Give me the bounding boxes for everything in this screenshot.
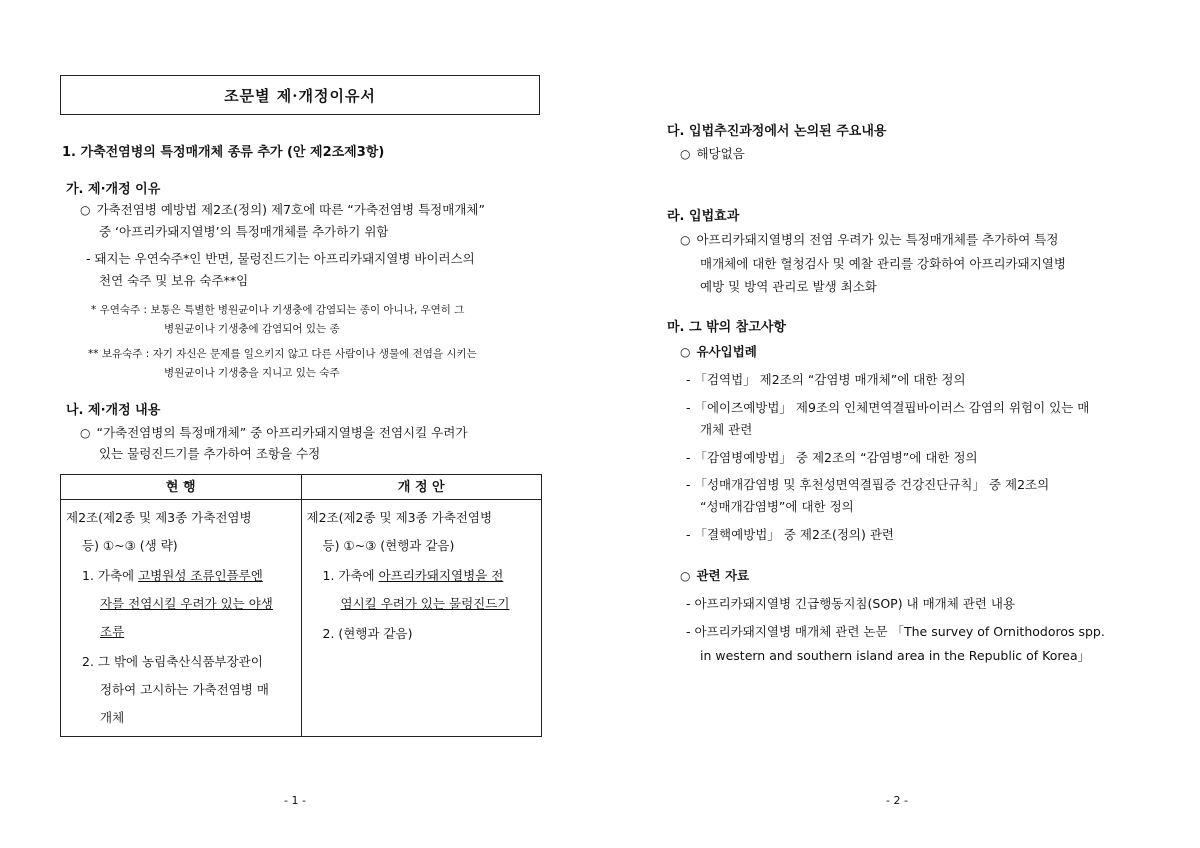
circle-bullet-icon: ○ — [680, 233, 691, 247]
note-2-label: ** 보유숙주 : — [88, 348, 150, 360]
ga-dash-line2: 천연 숙주 및 보유 숙주**임 — [99, 273, 249, 288]
current-line: 조류 — [100, 624, 125, 639]
document-title: 조문별 제·개정이유서 — [224, 86, 376, 105]
na-bullet — [80, 422, 467, 444]
current-item-1-prefix: 1. 가축에 — [82, 568, 139, 583]
ga-bullet-line1: 가축전염병 예방법 제2조(정의) 제7호에 따른 “가축전염병 특정매개체” — [96, 202, 485, 217]
ra-heading: 라. 입법효과 — [667, 209, 740, 224]
revised-cell — [301, 500, 542, 737]
list-item: - 아프리카돼지열병 긴급행동지침(SOP) 내 매개체 관련 내용 — [686, 596, 1016, 611]
note-2 — [88, 344, 477, 364]
circle-bullet-icon: ○ — [680, 569, 691, 583]
col-current-header: 현 행 — [61, 475, 302, 500]
revised-item-1-prefix: 1. 가축에 — [322, 568, 379, 583]
similar-heading: 유사입법례 — [696, 344, 757, 359]
note-2-line1: 자기 자신은 문제를 일으키지 않고 다른 사람이나 생물에 전염을 시키는 — [152, 348, 477, 360]
list-item: - 아프리카돼지열병 매개체 관련 논문 「The survey of Ornithodoros spp. — [686, 624, 1105, 639]
page-number-2: - 2 - — [886, 794, 908, 807]
ma-heading: 마. 그 밖의 참고사항 — [667, 320, 786, 335]
current-line: 등) ①~③ (생 략) — [82, 538, 178, 553]
list-item: “성매개감염병”에 대한 정의 — [700, 499, 854, 514]
list-item: 개체 관련 — [700, 422, 753, 437]
da-bullet-text: 해당없음 — [696, 146, 745, 161]
note-2-line2: 병원균이나 기생충을 지니고 있는 숙주 — [164, 367, 340, 379]
list-item: - 「감염병예방법」 중 제2조의 “감염병”에 대한 정의 — [686, 450, 978, 465]
na-bullet-line1: “가축전염병의 특정매개체” 중 아프리카돼지열병을 전염시킬 우려가 — [96, 425, 468, 440]
note-1 — [91, 300, 464, 320]
circle-bullet-icon: ○ — [80, 203, 91, 217]
related-heading: 관련 자료 — [696, 568, 750, 583]
revised-item-1-underlined: 아프리카돼지열병을 전 — [378, 568, 504, 583]
table-header-row — [61, 475, 542, 500]
circle-bullet-icon: ○ — [80, 426, 91, 440]
current-line: 정하여 고시하는 가축전염병 매 — [100, 682, 269, 697]
current-item-1 — [66, 562, 296, 590]
current-cell — [61, 500, 302, 737]
similar-heading-row — [680, 341, 757, 363]
revised-item-1 — [307, 562, 537, 590]
note-1-line1: 보통은 특별한 병원균이나 기생충에 감염되는 종이 아니나, 우연히 그 — [150, 304, 465, 316]
list-item: in western and southern island area in the Republic of Korea」 — [700, 648, 1091, 663]
ga-dash-line1: - 돼지는 우연숙주*인 반면, 물렁진드기는 아프리카돼지열병 바이러스의 — [86, 251, 475, 266]
circle-bullet-icon: ○ — [680, 345, 691, 359]
revised-line: 염시킬 우려가 있는 물렁진드기 — [340, 596, 510, 611]
current-line: 개체 — [100, 710, 125, 725]
da-heading: 다. 입법추진과정에서 논의된 주요내용 — [667, 124, 887, 139]
col-revised-header: 개 정 안 — [301, 475, 542, 500]
current-item-1-underlined: 고병원성 조류인플루엔 — [138, 568, 263, 583]
ra-line3: 예방 및 방역 관리로 발생 최소화 — [700, 279, 877, 294]
current-line: 제2조(제2종 및 제3종 가축전염병 — [66, 510, 252, 525]
list-item: - 「에이즈예방법」 제9조의 인체면역결핍바이러스 감염의 위험이 있는 매 — [686, 400, 1090, 415]
na-bullet-line2: 있는 물렁진드기를 추가하여 조항을 수정 — [99, 446, 321, 461]
ra-bullet — [680, 229, 1058, 251]
ga-bullet-line2: 중 ‘아프리카돼지열병’의 특정매개체를 추가하기 위함 — [99, 224, 389, 239]
list-item: - 「검역법」 제2조의 “감염병 매개체”에 대한 정의 — [686, 372, 966, 387]
page-number-1: - 1 - — [284, 794, 306, 807]
circle-bullet-icon: ○ — [680, 147, 691, 161]
note-1-label: * 우연숙주 : — [91, 304, 148, 316]
da-bullet — [680, 143, 745, 165]
current-line: 자를 전염시킬 우려가 있는 야생 — [100, 596, 273, 611]
table-row — [61, 500, 542, 737]
list-item: - 「결핵예방법」 중 제2조(정의) 관련 — [686, 527, 895, 542]
revised-line: 2. (현행과 같음) — [322, 626, 413, 641]
related-heading-row — [680, 565, 749, 587]
list-item: - 「성매개감염병 및 후천성면역결핍증 건강진단규칙」 중 제2조의 — [686, 477, 1050, 492]
page-2 — [600, 0, 1200, 848]
na-heading: 나. 제·개정 내용 — [66, 403, 161, 418]
note-1-line2: 병원균이나 기생충에 감염되어 있는 종 — [164, 323, 340, 335]
document-title-box — [60, 75, 540, 115]
ga-bullet — [80, 199, 485, 221]
comparison-table — [60, 474, 542, 737]
revised-line: 등) ①~③ (현행과 같음) — [322, 538, 455, 553]
revised-line: 제2조(제2종 및 제3종 가축전염병 — [306, 510, 493, 525]
section-1-heading: 1. 가축전염병의 특정매개체 종류 추가 (안 제2조제3항) — [62, 145, 385, 160]
current-line: 2. 그 밖에 농림축산식품부장관이 — [82, 654, 263, 669]
ra-line2: 매개체에 대한 혈청검사 및 예찰 관리를 강화하여 아프리카돼지열병 — [700, 256, 1066, 271]
ga-heading: 가. 제·개정 이유 — [66, 182, 161, 197]
ra-line1: 아프리카돼지열병의 전염 우려가 있는 특정매개체를 추가하여 특정 — [696, 232, 1059, 247]
